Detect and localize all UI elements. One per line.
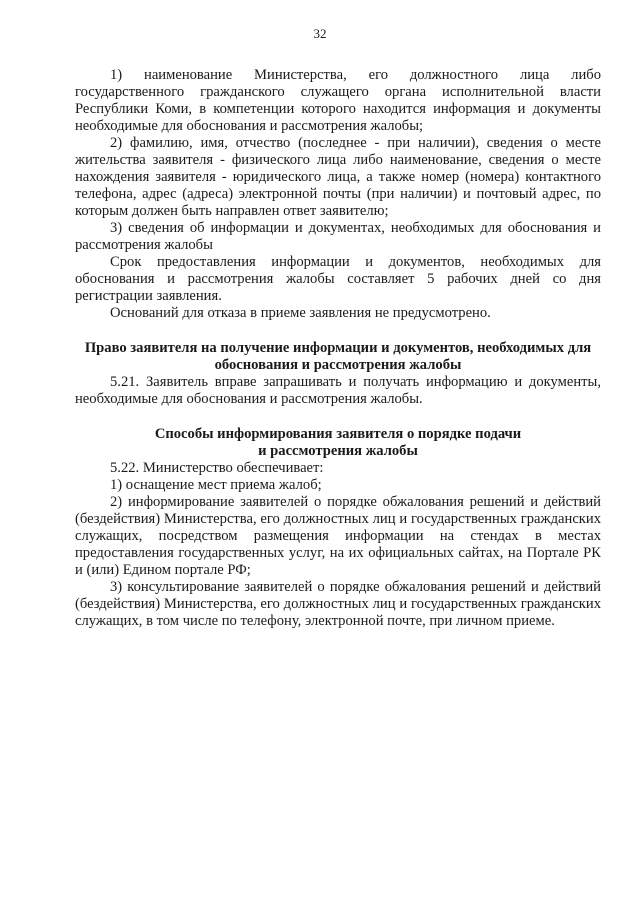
section-heading-line: обоснования и рассмотрения жалобы [214, 357, 462, 373]
paragraph: 2) информирование заявителей о порядке обжалования решений и действий (бездействия) Министерства, его должностных лиц и государственных гражданских служащих, посредством размещения информации на стендах в местах предоставления государственных услуг, на их официальных сайтах, на Портале РК и (или) Едином портале РФ; [75, 494, 601, 578]
paragraph: 1) оснащение мест приема жалоб; [110, 477, 322, 493]
section-heading [75, 426, 601, 460]
page-number: 32 [313, 26, 327, 41]
paragraph: Срок предоставления информации и документов, необходимых для обоснования и рассмотрения жалобы составляет 5 рабочих дней со дня регистрации заявления. [75, 254, 601, 304]
section-heading-line: Право заявителя на получение информации и документов, необходимых для [84, 340, 592, 356]
paragraph: Оснований для отказа в приеме заявления не предусмотрено. [110, 305, 491, 321]
section-heading [75, 340, 601, 374]
paragraph: 5.22. Министерство обеспечивает: [110, 460, 324, 476]
spacer [75, 408, 601, 426]
paragraph: 2) фамилию, имя, отчество (последнее - при наличии), сведения о месте жительства заявителя - физического лица либо наименование, сведения о месте нахождения заявителя - юридического лица, а также номер (номера) контактного телефона, адрес (адреса) электронной почты (при наличии) и почтовый адрес, по которым должен быть направлен ответ заявителю; [75, 135, 601, 219]
section-heading-line: Способы информирования заявителя о порядке подачи [154, 426, 522, 442]
spacer [75, 322, 601, 340]
paragraph: 5.21. Заявитель вправе запрашивать и получать информацию и документы, необходимые для обоснования и рассмотрения жалобы. [75, 374, 601, 407]
paragraph: 3) сведения об информации и документах, необходимых для обоснования и рассмотрения жалобы [75, 220, 601, 253]
section-heading-line: и рассмотрения жалобы [258, 443, 418, 459]
document-body [75, 67, 601, 630]
paragraph: 1) наименование Министерства, его должностного лица либо государственного гражданского служащего органа исполнительной власти Республики Коми, в компетенции которого находится информация и документы необходимые для обоснования и рассмотрения жалобы; [75, 67, 601, 134]
paragraph: 3) консультирование заявителей о порядке обжалования решений и действий (бездействия) Министерства, его должностных лиц и государственных гражданских служащих, в том числе по телефону, электронной почте, при личном приеме. [75, 579, 601, 629]
